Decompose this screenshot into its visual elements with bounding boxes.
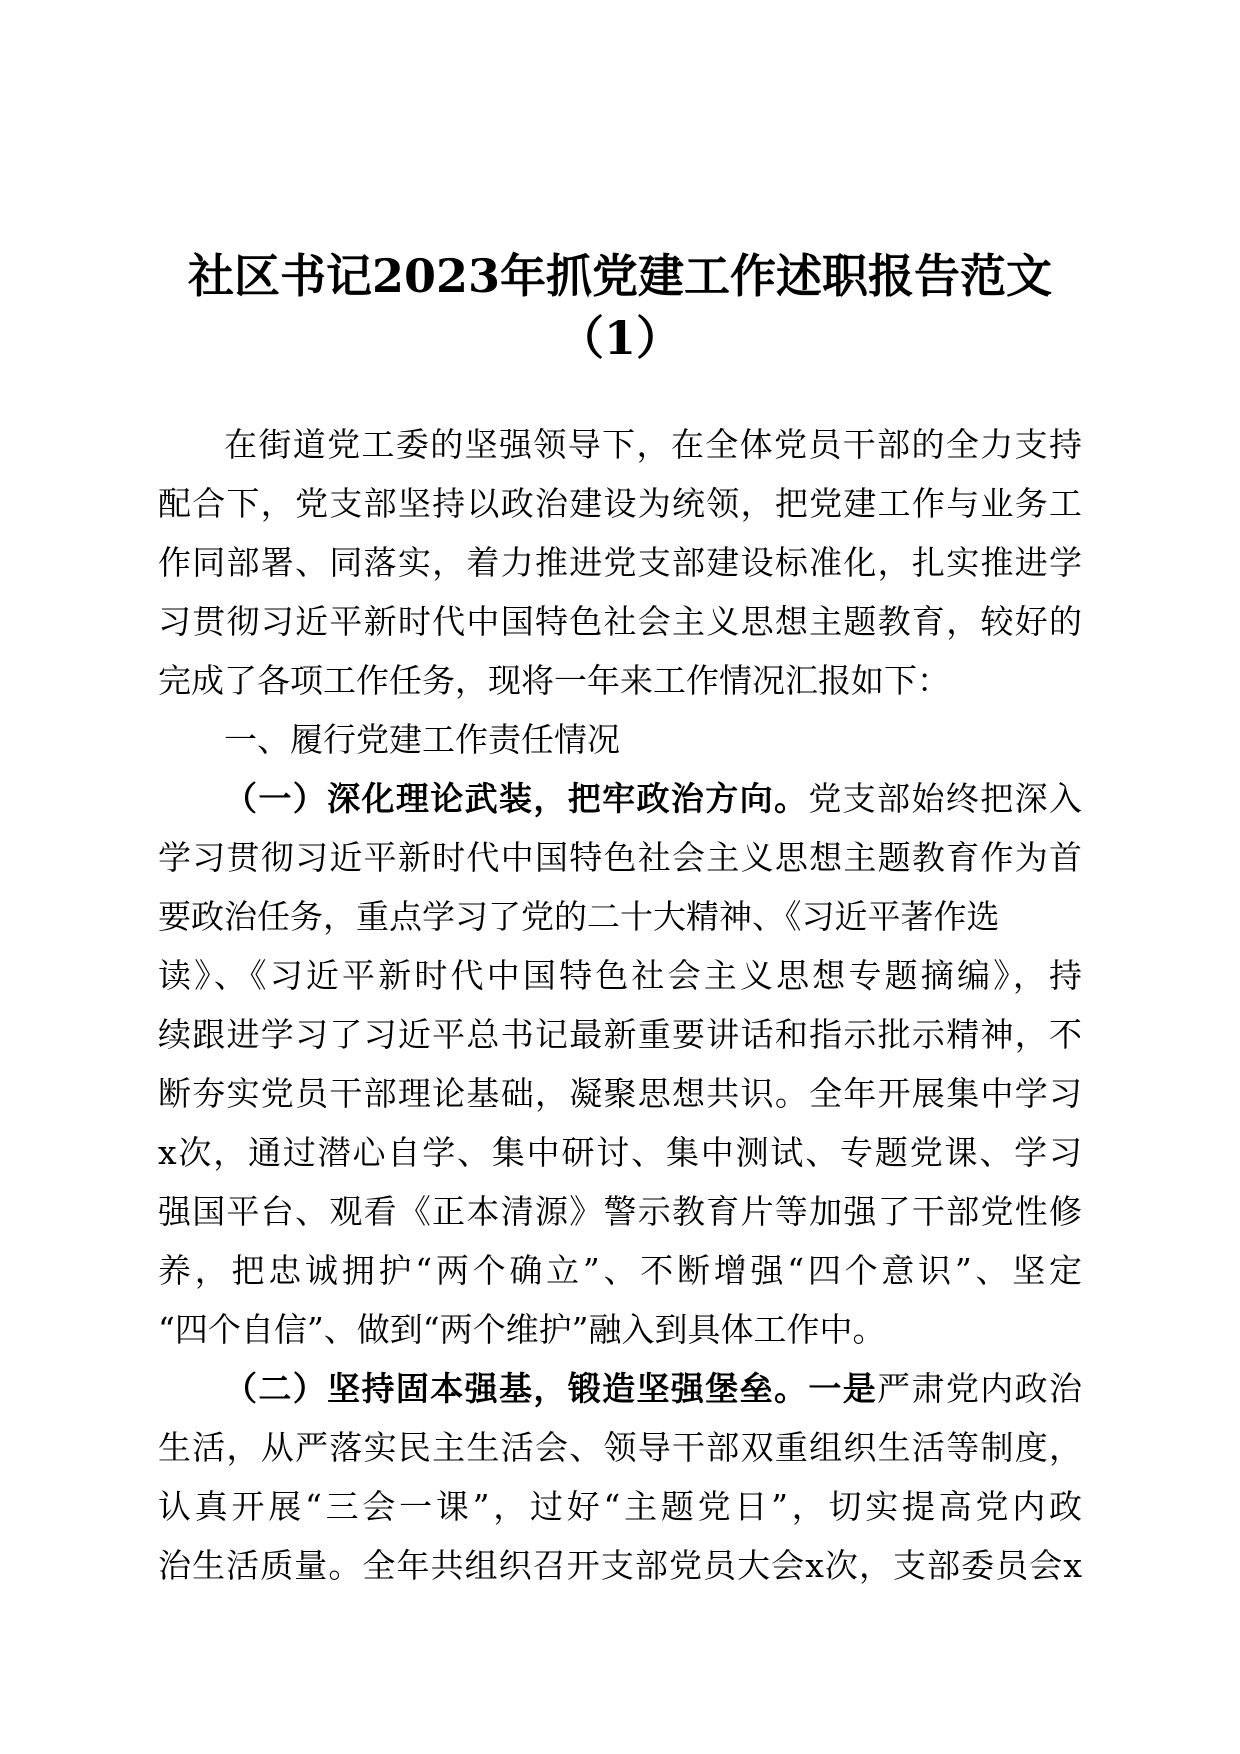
text-line: 读》、《习近平新时代中国特色社会主义思想专题摘编》，持 [158, 956, 1082, 995]
text-line: 强国平台、观看《正本清源》警示教育片等加强了干部党性修 [158, 1192, 1082, 1231]
paragraph-foundation [158, 1359, 1082, 1595]
text-line [158, 1359, 1082, 1418]
document-title: 社区书记2023年抓党建工作述职报告范文 [187, 249, 1053, 303]
text-line: 要政治任务，重点学习了党的二十大精神、《习近平著作选 [158, 897, 1000, 936]
document-title-number: （1） [557, 311, 682, 365]
text-line: 学习贯彻习近平新时代中国特色社会主义思想主题教育作为首 [158, 838, 1082, 877]
text-line: “四个自信”、做到“两个维护”融入到具体工作中。 [158, 1310, 886, 1349]
paragraph-theory [158, 769, 1082, 1359]
document-body [158, 415, 1082, 1595]
text-line: 认真开展“三会一课”，过好“主题党日”，切实提高党内政 [158, 1487, 1082, 1526]
section-heading-text: 一、履行党建工作责任情况 [224, 720, 620, 759]
text-line: 养，把忠诚拥护“两个确立”、不断增强“四个意识”、坚定 [158, 1251, 1082, 1290]
bold-lead: （二）坚持固本强基，锻造坚强堡垒。一是 [224, 1369, 878, 1408]
bold-lead: （一）深化理论武装，把牢政治方向。 [224, 779, 809, 818]
section-heading [158, 710, 1082, 769]
text-run: 严肃党内政治 [877, 1369, 1082, 1408]
text-line: 完成了各项工作任务，现将一年来工作情况汇报如下： [158, 661, 950, 700]
text-line: 作同部署、同落实，着力推进党支部建设标准化，扎实推进学 [158, 543, 1082, 582]
paragraph-intro [158, 415, 1082, 710]
text-run: 党支部始终把深入 [808, 779, 1082, 818]
text-line: 续跟进学习了习近平总书记最新重要讲话和指示批示精神，不 [158, 1015, 1082, 1054]
document-content [158, 245, 1082, 1595]
text-line: 习贯彻习近平新时代中国特色社会主义思想主题教育，较好的 [158, 602, 1082, 641]
text-line: 配合下，党支部坚持以政治建设为统领，把党建工作与业务工 [158, 484, 1082, 523]
text-line: 生活，从严落实民主生活会、领导干部双重组织生活等制度， [158, 1428, 1082, 1467]
text-line: 断夯实党员干部理论基础，凝聚思想共识。全年开展集中学习 [158, 1074, 1082, 1113]
text-line: 在街道党工委的坚强领导下，在全体党员干部的全力支持 [224, 425, 1082, 464]
title-block [158, 245, 1082, 369]
text-line: x次，通过潜心自学、集中研讨、集中测试、专题党课、学习 [158, 1133, 1082, 1172]
text-line: 治生活质量。全年共组织召开支部党员大会x次，支部委员会x [158, 1546, 1082, 1585]
text-line [158, 769, 1082, 828]
